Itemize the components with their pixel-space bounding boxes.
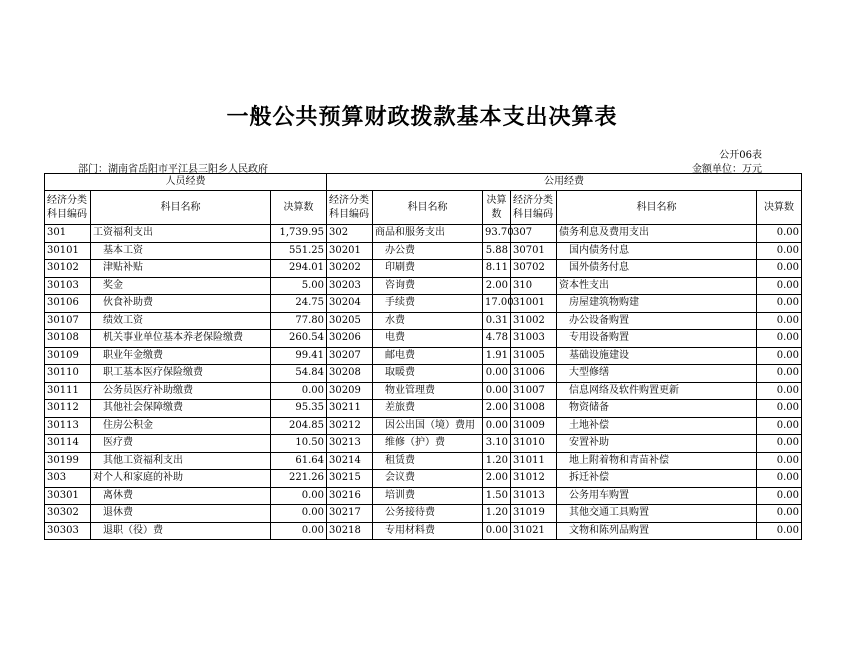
amount-cell: 0.00 [271,505,327,523]
department-label: 部门：湖南省岳阳市平江县三阳乡人民政府 [78,164,268,175]
code-cell: 307 [511,225,557,243]
name-cell: 债务利息及费用支出 [557,225,757,243]
amount-cell: 1.20 [483,452,511,470]
name-cell: 职业年金缴费 [91,347,271,365]
name-cell: 专用材料费 [373,522,483,540]
name-cell: 绩效工资 [91,312,271,330]
code-cell: 30204 [327,295,373,313]
name-cell: 会议费 [373,470,483,488]
code-cell: 30110 [45,365,91,383]
name-cell: 邮电费 [373,347,483,365]
name-cell: 国内债务付息 [557,242,757,260]
table-row [45,365,802,383]
amount-cell: 0.00 [757,487,802,505]
code-cell: 31019 [511,505,557,523]
code-cell: 31010 [511,435,557,453]
name-cell: 专用设备购置 [557,330,757,348]
code-cell: 31002 [511,312,557,330]
name-cell: 安置补助 [557,435,757,453]
code-cell: 30701 [511,242,557,260]
amount-cell: 61.64 [271,452,327,470]
name-cell: 医疗费 [91,435,271,453]
name-cell: 机关事业单位基本养老保险缴费 [91,330,271,348]
code-cell: 30111 [45,382,91,400]
name-cell: 电费 [373,330,483,348]
name-cell: 职工基本医疗保险缴费 [91,365,271,383]
amount-cell: 17.00 [483,295,511,313]
amount-cell: 1,739.95 [271,225,327,243]
table-row [45,435,802,453]
code-cell: 30214 [327,452,373,470]
amount-cell: 0.00 [757,382,802,400]
table-row [45,260,802,278]
code-cell: 30108 [45,330,91,348]
report-title: 一般公共预算财政拨款基本支出决算表 [226,105,618,130]
amount-cell: 0.00 [757,452,802,470]
code-cell: 30112 [45,400,91,418]
code-cell: 30209 [327,382,373,400]
name-cell: 拆迁补偿 [557,470,757,488]
name-cell: 物资储备 [557,400,757,418]
amount-cell: 0.00 [757,470,802,488]
amount-cell: 0.00 [483,522,511,540]
amount-cell: 10.50 [271,435,327,453]
table-row [45,295,802,313]
code-cell: 302 [327,225,373,243]
code-cell: 30303 [45,522,91,540]
table-row [45,330,802,348]
table-row [45,277,802,295]
code-cell: 30216 [327,487,373,505]
expenditure-table [44,173,802,540]
name-cell: 工资福利支出 [91,225,271,243]
code-cell: 31021 [511,522,557,540]
amount-cell: 0.00 [757,505,802,523]
amount-cell: 0.00 [757,242,802,260]
name-cell: 其他交通工具购置 [557,505,757,523]
code-cell: 31008 [511,400,557,418]
amount-cell: 0.00 [757,225,802,243]
name-header: 科目名称 [91,191,271,225]
name-cell: 土地补偿 [557,417,757,435]
name-cell: 国外债务付息 [557,260,757,278]
code-cell: 30211 [327,400,373,418]
amount-cell: 24.75 [271,295,327,313]
name-cell: 对个人和家庭的补助 [91,470,271,488]
name-cell: 培训费 [373,487,483,505]
code-header: 经济分类 科目编码 [511,191,557,225]
code-cell: 303 [45,470,91,488]
code-cell: 30215 [327,470,373,488]
amount-cell: 0.00 [483,365,511,383]
code-cell: 31001 [511,295,557,313]
name-cell: 文物和陈列品购置 [557,522,757,540]
code-cell: 30114 [45,435,91,453]
table-row [45,452,802,470]
code-cell: 30113 [45,417,91,435]
table-row [45,522,802,540]
code-cell: 30202 [327,260,373,278]
code-cell: 30302 [45,505,91,523]
code-cell: 31007 [511,382,557,400]
amount-cell: 0.00 [757,347,802,365]
name-cell: 基础设施建设 [557,347,757,365]
code-cell: 30213 [327,435,373,453]
name-cell: 退职（役）费 [91,522,271,540]
code-cell: 31005 [511,347,557,365]
amount-cell: 8.11 [483,260,511,278]
amount-cell: 0.00 [757,417,802,435]
code-cell: 30103 [45,277,91,295]
table-row [45,242,802,260]
amount-cell: 93.70 [483,225,511,243]
amount-cell: 3.10 [483,435,511,453]
name-cell: 住房公积金 [91,417,271,435]
code-cell: 301 [45,225,91,243]
table-row [45,347,802,365]
table-row [45,312,802,330]
table-row [45,417,802,435]
amount-cell: 0.00 [271,382,327,400]
code-cell: 30102 [45,260,91,278]
amount-cell: 95.35 [271,400,327,418]
table-row [45,225,802,243]
name-cell: 物业管理费 [373,382,483,400]
name-cell: 房屋建筑物购建 [557,295,757,313]
amount-cell: 54.84 [271,365,327,383]
amount-cell: 260.54 [271,330,327,348]
table-row [45,400,802,418]
amount-cell: 0.00 [757,400,802,418]
amount-cell: 0.00 [757,277,802,295]
code-cell: 30217 [327,505,373,523]
amount-header: 决算数 [271,191,327,225]
name-header: 科目名称 [557,191,757,225]
code-cell: 31012 [511,470,557,488]
code-cell: 30106 [45,295,91,313]
code-cell: 31003 [511,330,557,348]
amount-cell: 551.25 [271,242,327,260]
name-cell: 伙食补助费 [91,295,271,313]
code-cell: 30201 [327,242,373,260]
code-header: 经济分类 科目编码 [45,191,91,225]
name-cell: 其他工资福利支出 [91,452,271,470]
name-cell: 咨询费 [373,277,483,295]
name-cell: 差旅费 [373,400,483,418]
name-cell: 办公费 [373,242,483,260]
code-cell: 30101 [45,242,91,260]
code-cell: 30203 [327,277,373,295]
name-cell: 租赁费 [373,452,483,470]
name-cell: 基本工资 [91,242,271,260]
amount-cell: 0.00 [271,522,327,540]
amount-cell: 77.80 [271,312,327,330]
code-cell: 30107 [45,312,91,330]
amount-cell: 0.00 [757,295,802,313]
table-row [45,382,802,400]
name-cell: 手续费 [373,295,483,313]
amount-cell: 99.41 [271,347,327,365]
name-cell: 退休费 [91,505,271,523]
code-cell: 310 [511,277,557,295]
name-cell: 离休费 [91,487,271,505]
name-cell: 印刷费 [373,260,483,278]
amount-unit-label: 金额单位：万元 [692,164,762,175]
amount-cell: 2.00 [483,470,511,488]
name-cell: 信息网络及软件购置更新 [557,382,757,400]
amount-cell: 0.00 [757,330,802,348]
name-cell: 地上附着物和青苗补偿 [557,452,757,470]
code-cell: 30301 [45,487,91,505]
amount-cell: 5.88 [483,242,511,260]
amount-cell: 2.00 [483,277,511,295]
form-number: 公开06表 [719,150,762,161]
name-cell: 维修（护）费 [373,435,483,453]
amount-cell: 1.20 [483,505,511,523]
amount-cell: 294.01 [271,260,327,278]
amount-cell: 0.00 [757,522,802,540]
amount-cell: 0.00 [483,382,511,400]
amount-cell: 0.00 [757,260,802,278]
name-cell: 取暖费 [373,365,483,383]
amount-header: 决算 数 [483,191,511,225]
amount-cell: 4.78 [483,330,511,348]
table-row [45,470,802,488]
code-cell: 30207 [327,347,373,365]
code-cell: 30218 [327,522,373,540]
name-cell: 大型修缮 [557,365,757,383]
public-group-header: 公用经费 [327,174,802,191]
code-cell: 30206 [327,330,373,348]
code-cell: 30199 [45,452,91,470]
amount-cell: 0.00 [271,487,327,505]
code-cell: 30702 [511,260,557,278]
amount-header: 决算数 [757,191,802,225]
name-cell: 公务员医疗补助缴费 [91,382,271,400]
name-cell: 公务接待费 [373,505,483,523]
code-cell: 31009 [511,417,557,435]
amount-cell: 0.31 [483,312,511,330]
code-cell: 30109 [45,347,91,365]
code-cell: 31011 [511,452,557,470]
name-cell: 商品和服务支出 [373,225,483,243]
name-cell: 资本性支出 [557,277,757,295]
amount-cell: 1.91 [483,347,511,365]
name-cell: 水费 [373,312,483,330]
amount-cell: 5.00 [271,277,327,295]
code-cell: 31006 [511,365,557,383]
amount-cell: 221.26 [271,470,327,488]
name-cell: 办公设备购置 [557,312,757,330]
amount-cell: 2.00 [483,400,511,418]
name-cell: 公务用车购置 [557,487,757,505]
amount-cell: 0.00 [757,312,802,330]
amount-cell: 0.00 [757,365,802,383]
name-cell: 奖金 [91,277,271,295]
name-cell: 津贴补贴 [91,260,271,278]
name-cell: 因公出国（境）费用 [373,417,483,435]
personnel-group-header: 人员经费 [45,174,327,191]
table-row [45,487,802,505]
amount-cell: 204.85 [271,417,327,435]
code-cell: 31013 [511,487,557,505]
amount-cell: 1.50 [483,487,511,505]
name-header: 科目名称 [373,191,483,225]
code-cell: 30208 [327,365,373,383]
table-row [45,505,802,523]
amount-cell: 0.00 [483,417,511,435]
code-cell: 30212 [327,417,373,435]
name-cell: 其他社会保障缴费 [91,400,271,418]
code-cell: 30205 [327,312,373,330]
code-header: 经济分类 科目编码 [327,191,373,225]
amount-cell: 0.00 [757,435,802,453]
